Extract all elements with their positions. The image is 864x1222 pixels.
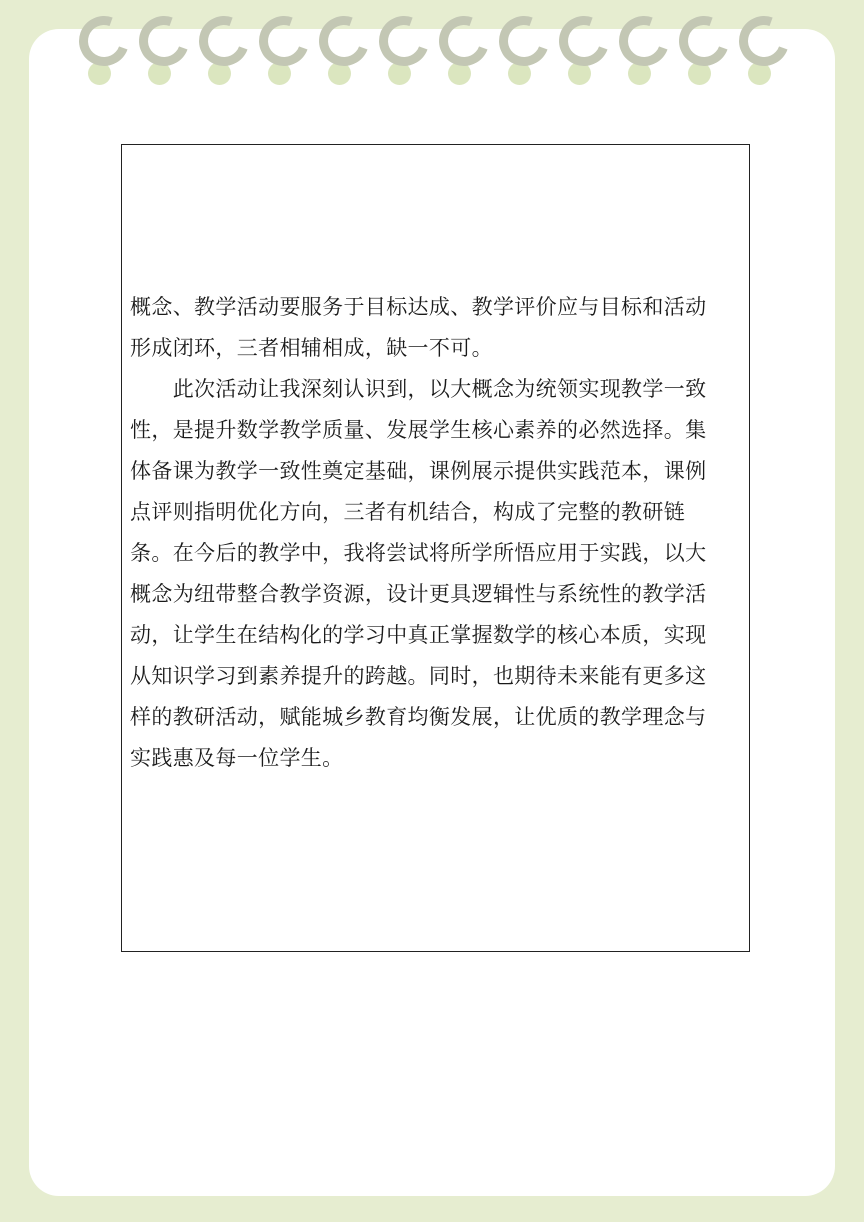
text-line: 样的教研活动，赋能城乡教育均衡发展，让优质的教学理念与 [130,705,707,729]
text-line: 概念、教学活动要服务于目标达成、教学评价应与目标和活动 [130,295,707,319]
binding-ring [371,8,437,74]
binding-ring [311,8,377,74]
reflection-text-box [121,144,750,952]
binding-ring [431,8,497,74]
binding-ring [611,8,677,74]
text-line: 形成闭环，三者相辅相成，缺一不可。 [130,336,493,360]
text-line: 此次活动让我深刻认识到，以大概念为统领实现教学一致 [130,377,707,401]
binding-ring [131,8,197,74]
binding-ring [731,8,797,74]
binding-ring [671,8,737,74]
binding-ring [551,8,617,74]
text-line: 点评则指明优化方向，三者有机结合，构成了完整的教研链 [130,500,686,524]
text-line: 实践惠及每一位学生。 [130,746,344,770]
binding-ring [491,8,557,74]
text-line: 动，让学生在结构化的学习中真正掌握数学的核心本质，实现 [130,623,707,647]
binding-ring [251,8,317,74]
binding-ring [191,8,257,74]
text-line: 性，是提升数学教学质量、发展学生核心素养的必然选择。集 [130,418,707,442]
text-line: 体备课为教学一致性奠定基础，课例展示提供实践范本，课例 [130,459,707,483]
text-line: 概念为纽带整合教学资源，设计更具逻辑性与系统性的教学活 [130,582,707,606]
text-line: 从知识学习到素养提升的跨越。同时，也期待未来能有更多这 [130,664,707,688]
text-line: 条。在今后的教学中，我将尝试将所学所悟应用于实践，以大 [130,541,707,565]
binding-ring [71,8,137,74]
spiral-binding [0,0,864,100]
